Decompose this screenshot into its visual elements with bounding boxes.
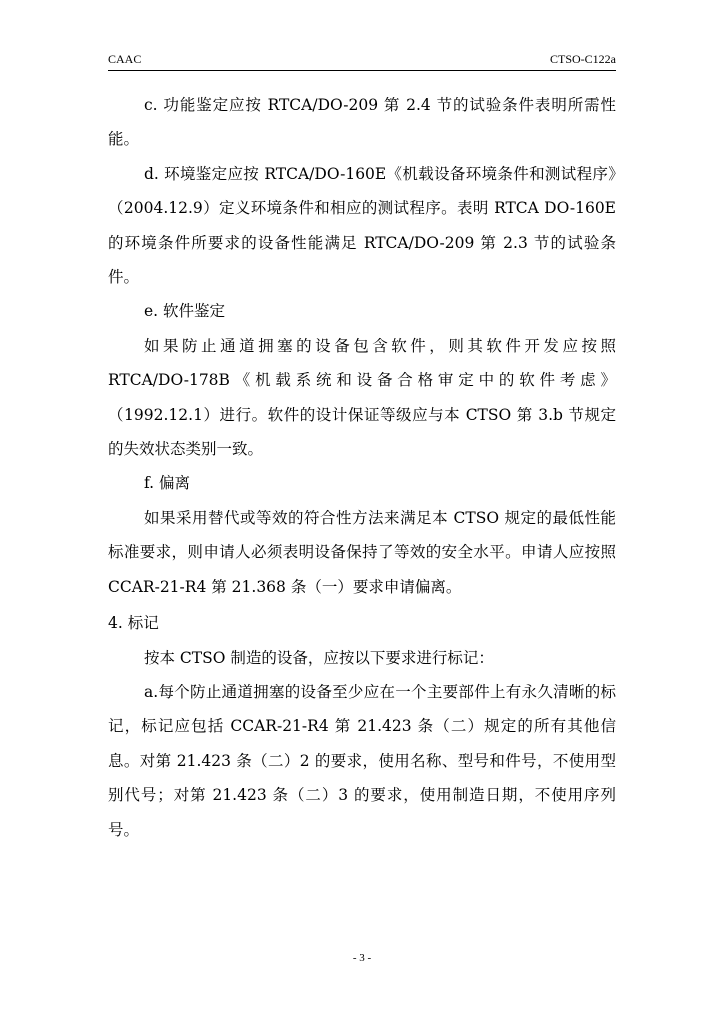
header-org: CAAC	[108, 52, 142, 66]
paragraph-deviation: 如果采用替代或等效的符合性方法来满足本 CTSO 规定的最低性能标准要求，则申请人必须表明设备保持了等效的安全水平。申请人应按照 CCAR-21-R4 第 21.368 条（一）要求申请偏离。	[108, 508, 616, 596]
paragraph-marking-a: a.每个防止通道拥塞的设备至少应在一个主要部件上有永久清晰的标记，标记应包括 CCAR-21-R4 第 21.423 条（二）规定的所有其他信息。对第 21.423 条（二）2 的要求，使用名称、型号和件号，不使用型别代号；对第 21.423 条（二）3 的要求，使用制造日期，不使用序列号。	[108, 682, 616, 839]
header-doc-id: CTSO-C122a	[550, 52, 616, 66]
page-header	[108, 52, 616, 71]
paragraph-environmental-qualification: d. 环境鉴定应按 RTCA/DO-160E《机载设备环境条件和测试程序》（2004.12.9）定义环境条件和相应的测试程序。表明 RTCA DO-160E 的环境条件所要求的设备性能满足 RTCA/DO-209 第 2.3 节的试验条件。	[108, 164, 616, 287]
paragraph-software-qualification: 如果防止通道拥塞的设备包含软件，则其软件开发应按照 RTCA/DO-178B《机载系统和设备合格审定中的软件考虑》（1992.12.1）进行。软件的设计保证等级应与本 CTSO 第 3.b 节规定的失效状态类别一致。	[108, 336, 616, 459]
document-body	[108, 88, 616, 847]
paragraph-software-heading: e. 软件鉴定	[144, 302, 226, 321]
paragraph-functional-qualification: c. 功能鉴定应按 RTCA/DO-209 第 2.4 节的试验条件表明所需性能。	[108, 96, 616, 149]
page-number: - 3 -	[352, 952, 372, 964]
paragraph-marking-intro: 按本 CTSO 制造的设备，应按以下要求进行标记：	[144, 648, 494, 667]
section-heading-marking: 4. 标记	[108, 614, 159, 633]
paragraph-deviation-heading: f. 偏离	[144, 474, 191, 493]
